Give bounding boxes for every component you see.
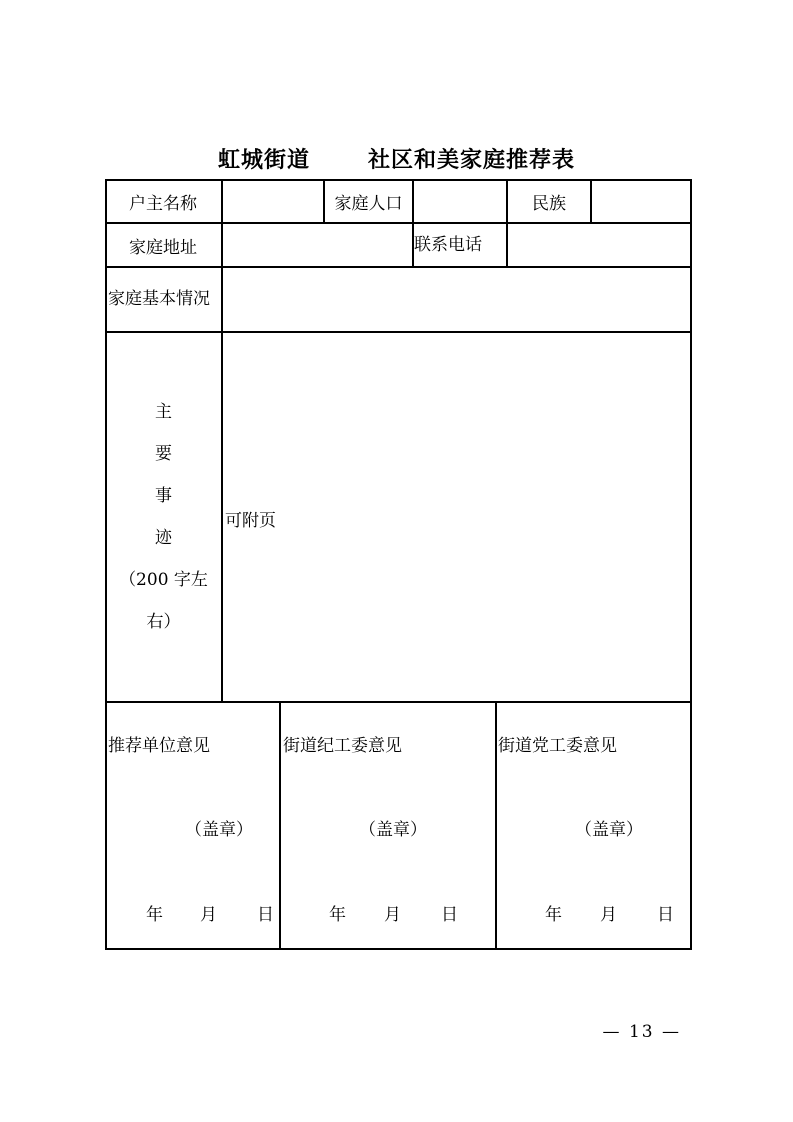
phone-field[interactable] [508, 224, 690, 266]
recommender-opinion-label: 推荐单位意见 [108, 736, 210, 756]
discipline-committee-year: 年 [329, 905, 346, 925]
family-basics-label: 家庭基本情况 [108, 289, 210, 309]
deeds-char: 事 [155, 486, 172, 506]
party-committee-day: 日 [657, 905, 674, 925]
party-committee-month: 月 [600, 905, 617, 925]
owner-name-field[interactable] [223, 181, 323, 222]
discipline-committee-seal: （盖章） [359, 820, 427, 840]
row-divider [105, 331, 692, 333]
deeds-note[interactable]: 可附页 [225, 511, 276, 531]
title-street: 虹城街道 [217, 148, 310, 173]
page-number: — 13 — [602, 1022, 681, 1042]
deeds-char: （200 字左 [119, 570, 208, 590]
address-label: 家庭地址 [129, 237, 197, 258]
deeds-char: 迹 [155, 528, 172, 548]
discipline-committee-day: 日 [441, 905, 458, 925]
deeds-char: 要 [155, 444, 172, 464]
discipline-committee-opinion-label: 街道纪工委意见 [283, 736, 402, 756]
ethnicity-label: 民族 [532, 194, 566, 214]
party-committee-opinion-label: 街道党工委意见 [498, 736, 617, 756]
phone-label: 联系电话 [414, 235, 482, 255]
discipline-committee-month: 月 [384, 905, 401, 925]
ethnicity-field[interactable] [592, 181, 690, 222]
row-divider [105, 701, 692, 703]
recommender-seal: （盖章） [185, 820, 253, 840]
title-form-name: 社区和美家庭推荐表 [368, 148, 576, 173]
party-committee-year: 年 [545, 905, 562, 925]
column-divider [495, 701, 497, 950]
recommender-day: 日 [257, 905, 274, 925]
column-divider [279, 701, 281, 950]
deeds-char: 主 [155, 402, 172, 422]
household-size-field[interactable] [414, 181, 506, 222]
household-size-label: 家庭人口 [334, 194, 403, 214]
recommender-month: 月 [200, 905, 217, 925]
family-basics-field[interactable] [226, 268, 690, 331]
recommender-year: 年 [146, 905, 163, 925]
page-title [0, 143, 793, 174]
main-deeds-label [105, 391, 222, 643]
owner-name-label: 户主名称 [129, 194, 197, 214]
deeds-char: 右） [146, 612, 181, 632]
party-committee-seal: （盖章） [575, 820, 643, 840]
address-field[interactable] [223, 224, 412, 266]
